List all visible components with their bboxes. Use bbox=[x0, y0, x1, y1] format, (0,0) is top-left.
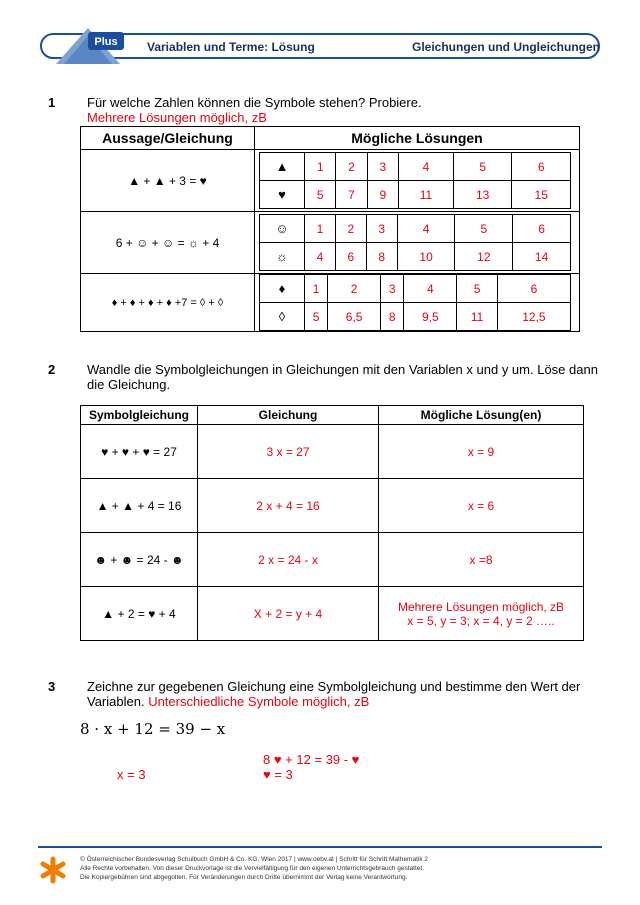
value-cell: 4 bbox=[404, 275, 457, 303]
value-cell: 2 bbox=[336, 153, 367, 181]
value-cell: 5 bbox=[305, 303, 328, 331]
task2-prompt-line1: Wandle die Symbolgleichungen in Gleichungen mit den Variablen x und y um. Löse dann bbox=[87, 362, 598, 377]
header-right-title: Gleichungen und Ungleichungen bbox=[412, 40, 600, 54]
task2-solution-3: x =8 bbox=[379, 533, 584, 587]
task1-number: 1 bbox=[48, 95, 56, 110]
symbol-smiley: ☺ bbox=[260, 215, 305, 243]
value-cell: 14 bbox=[513, 243, 571, 271]
footer-line3: Die Kopiergebühren sind abgegolten. Für Veränderungen durch Dritte übernimmt der Verlag keine Verantwortung. bbox=[80, 874, 408, 881]
logo-text: Plus bbox=[94, 36, 118, 48]
task3-prompt-line1: Zeichne zur gegebenen Gleichung eine Symbolgleichung und bestimme den Wert der bbox=[87, 679, 581, 694]
task3-note: Unterschiedliche Symbole möglich, zB bbox=[148, 694, 370, 709]
value-cell: 9,5 bbox=[404, 303, 457, 331]
footer-line1: © Österreichischer Bundesverlag Schulbuch GmbH & Co. KG, Wien 2017 | www.oebv.at | Schritt für Schritt Mathematik 2 bbox=[80, 856, 428, 863]
value-cell: 4 bbox=[398, 153, 453, 181]
task1-solution-grid-2 bbox=[259, 214, 571, 271]
task2-symbol-4: ▲ + 2 = ♥ + 4 bbox=[81, 587, 198, 641]
value-cell: 6 bbox=[497, 275, 570, 303]
plus-logo bbox=[52, 26, 126, 66]
task2-header-solution: Mögliche Lösung(en) bbox=[379, 406, 584, 425]
task2-equation-1: 3 x = 27 bbox=[198, 425, 379, 479]
task1-header-statement: Aussage/Gleichung bbox=[81, 127, 255, 150]
task3-number: 3 bbox=[48, 679, 56, 694]
task2-solution-2: x = 6 bbox=[379, 479, 584, 533]
task2-header-equation: Gleichung bbox=[198, 406, 379, 425]
value-cell: 6,5 bbox=[328, 303, 381, 331]
task2-header-symbol: Symbolgleichung bbox=[81, 406, 198, 425]
value-cell: 13 bbox=[453, 181, 512, 209]
symbol-lozenge: ◊ bbox=[260, 303, 305, 331]
task1-table bbox=[80, 126, 580, 332]
value-cell: 10 bbox=[397, 243, 455, 271]
header-left-title: Variablen und Terme: Lösung bbox=[147, 40, 315, 54]
value-cell: 5 bbox=[455, 215, 513, 243]
task2-solution-4-line2: x = 5, y = 3; x = 4, y = 2 ….. bbox=[407, 613, 555, 628]
task2-prompt-line2: die Gleichung. bbox=[87, 377, 171, 392]
task2-symbol-1: ♥ + ♥ + ♥ = 27 bbox=[81, 425, 198, 479]
task2-equation-4: X + 2 = y + 4 bbox=[198, 587, 379, 641]
task1-equation-1: ▲ + ▲ + 3 = ♥ bbox=[81, 150, 255, 212]
symbol-sun: ☼ bbox=[260, 243, 305, 271]
footer-line2: Alle Rechte vorbehalten. Von dieser Druckvorlage ist die Vervielfältigung für den eigenen Unterrichtsgebrauch gestattet. bbox=[80, 865, 424, 872]
task3-prompt-line2 bbox=[87, 694, 369, 710]
value-cell: 8 bbox=[366, 243, 397, 271]
value-cell: 3 bbox=[367, 153, 398, 181]
symbol-heart: ♥ bbox=[260, 181, 305, 209]
value-cell: 6 bbox=[512, 153, 571, 181]
task1-note: Mehrere Lösungen möglich, zB bbox=[87, 110, 267, 125]
value-cell: 2 bbox=[335, 215, 366, 243]
task2-solution-4-line1: Mehrere Lösungen möglich, zB bbox=[397, 599, 565, 614]
value-cell: 1 bbox=[305, 215, 336, 243]
value-cell: 2 bbox=[328, 275, 381, 303]
value-cell: 11 bbox=[398, 181, 453, 209]
value-cell: 4 bbox=[397, 215, 455, 243]
value-cell: 6 bbox=[335, 243, 366, 271]
task1-header-solutions: Mögliche Lösungen bbox=[255, 127, 580, 150]
value-cell: 5 bbox=[457, 275, 497, 303]
value-cell: 5 bbox=[305, 181, 336, 209]
value-cell: 7 bbox=[336, 181, 367, 209]
task3-symbol-answer: ♥ = 3 bbox=[263, 767, 293, 782]
value-cell: 1 bbox=[305, 153, 336, 181]
task2-equation-2: 2 x + 4 = 16 bbox=[198, 479, 379, 533]
value-cell: 5 bbox=[453, 153, 512, 181]
symbol-diamond: ♦ bbox=[260, 275, 305, 303]
task2-solution-4 bbox=[379, 587, 584, 641]
value-cell: 12 bbox=[455, 243, 513, 271]
task3-formula: 8 · x + 12 = 39 − x bbox=[80, 720, 226, 738]
value-cell: 15 bbox=[512, 181, 571, 209]
value-cell: 8 bbox=[381, 303, 404, 331]
task1-equation-2: 6 + ☺ + ☺ = ☼ + 4 bbox=[81, 212, 255, 274]
value-cell: 4 bbox=[305, 243, 336, 271]
task1-prompt: Für welche Zahlen können die Symbole stehen? Probiere. bbox=[87, 95, 422, 110]
asterisk-logo-icon bbox=[40, 855, 66, 885]
footer-text bbox=[80, 855, 428, 882]
task3-prompt-line2-text: Variablen. bbox=[87, 694, 149, 709]
task2-solution-1: x = 9 bbox=[379, 425, 584, 479]
value-cell: 3 bbox=[366, 215, 397, 243]
task3-answer-x: x = 3 bbox=[117, 767, 146, 782]
task2-table bbox=[80, 405, 584, 641]
value-cell: 11 bbox=[457, 303, 497, 331]
value-cell: 12,5 bbox=[497, 303, 570, 331]
task2-equation-3: 2 x = 24 - x bbox=[198, 533, 379, 587]
task2-symbol-2: ▲ + ▲ + 4 = 16 bbox=[81, 479, 198, 533]
value-cell: 3 bbox=[381, 275, 404, 303]
value-cell: 1 bbox=[305, 275, 328, 303]
symbol-triangle: ▲ bbox=[260, 153, 305, 181]
value-cell: 6 bbox=[513, 215, 571, 243]
task2-number: 2 bbox=[48, 362, 56, 377]
footer-divider bbox=[38, 846, 602, 848]
value-cell: 9 bbox=[367, 181, 398, 209]
task1-solution-grid-3 bbox=[259, 274, 571, 331]
task2-symbol-3: ☻ + ☻ = 24 - ☻ bbox=[81, 533, 198, 587]
task1-equation-3: ♦ + ♦ + ♦ + ♦ +7 = ◊ + ◊ bbox=[81, 274, 255, 332]
task1-solution-grid-1 bbox=[259, 152, 571, 209]
task3-symbol-equation: 8 ♥ + 12 = 39 - ♥ bbox=[263, 752, 360, 767]
